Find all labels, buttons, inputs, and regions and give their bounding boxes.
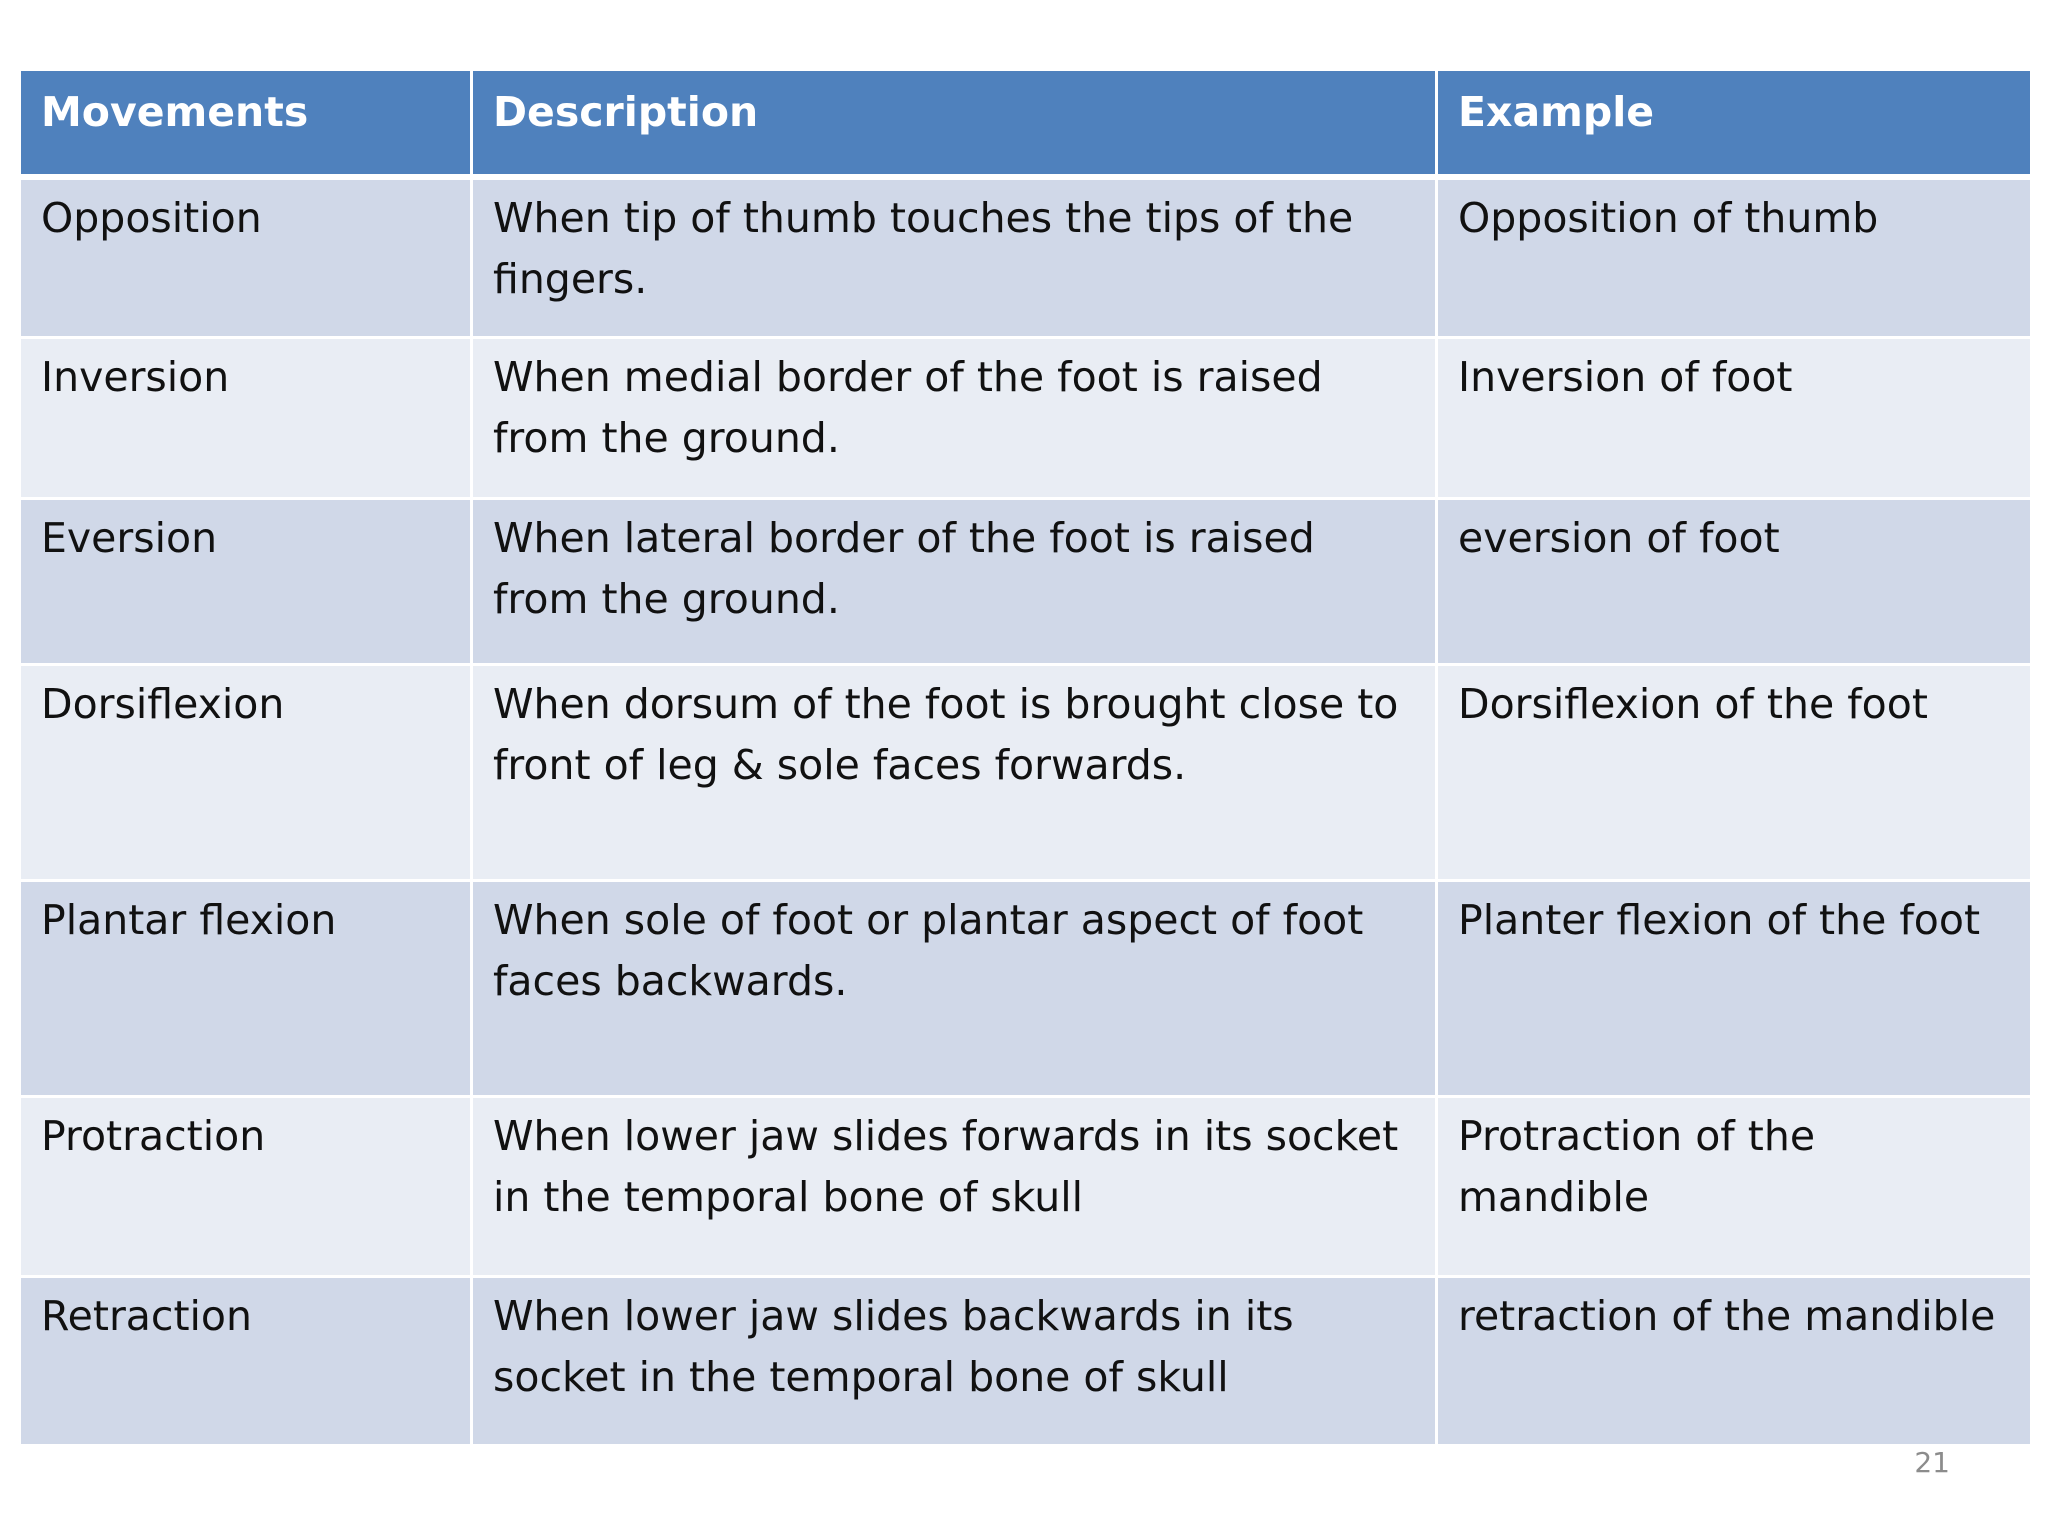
cell-description: When lower jaw slides backwards in its socket in the temporal bone of skull — [472, 1277, 1437, 1446]
cell-description: When lateral border of the foot is raised from the ground. — [472, 499, 1437, 665]
page-number: 21 — [1914, 1446, 1950, 1479]
cell-movement: Dorsiflexion — [20, 665, 472, 881]
cell-movement: Inversion — [20, 338, 472, 499]
cell-description: When lower jaw slides forwards in its socket in the temporal bone of skull — [472, 1097, 1437, 1277]
cell-movement: Protraction — [20, 1097, 472, 1277]
header-description: Description — [472, 70, 1437, 177]
cell-movement: Eversion — [20, 499, 472, 665]
table-row — [20, 1097, 2032, 1277]
cell-movement: Plantar flexion — [20, 881, 472, 1097]
cell-movement: Opposition — [20, 177, 472, 338]
table-row — [20, 177, 2032, 338]
cell-description: When dorsum of the foot is brought close to front of leg & sole faces forwards. — [472, 665, 1437, 881]
cell-example: retraction of the mandible — [1437, 1277, 2032, 1446]
cell-description: When tip of thumb touches the tips of the fingers. — [472, 177, 1437, 338]
cell-example: Opposition of thumb — [1437, 177, 2032, 338]
cell-description: When sole of foot or plantar aspect of foot faces backwards. — [472, 881, 1437, 1097]
table-row — [20, 338, 2032, 499]
cell-example: Protraction of the mandible — [1437, 1097, 2032, 1277]
cell-example: Inversion of foot — [1437, 338, 2032, 499]
table-header-row — [20, 70, 2032, 177]
table-row — [20, 665, 2032, 881]
cell-example: Dorsiflexion of the foot — [1437, 665, 2032, 881]
cell-description: When medial border of the foot is raised from the ground. — [472, 338, 1437, 499]
cell-example: Planter flexion of the foot — [1437, 881, 2032, 1097]
cell-example: eversion of foot — [1437, 499, 2032, 665]
header-movements: Movements — [20, 70, 472, 177]
cell-movement: Retraction — [20, 1277, 472, 1446]
table-row — [20, 1277, 2032, 1446]
table-row — [20, 881, 2032, 1097]
movements-table — [18, 68, 2033, 1447]
table-row — [20, 499, 2032, 665]
header-example: Example — [1437, 70, 2032, 177]
